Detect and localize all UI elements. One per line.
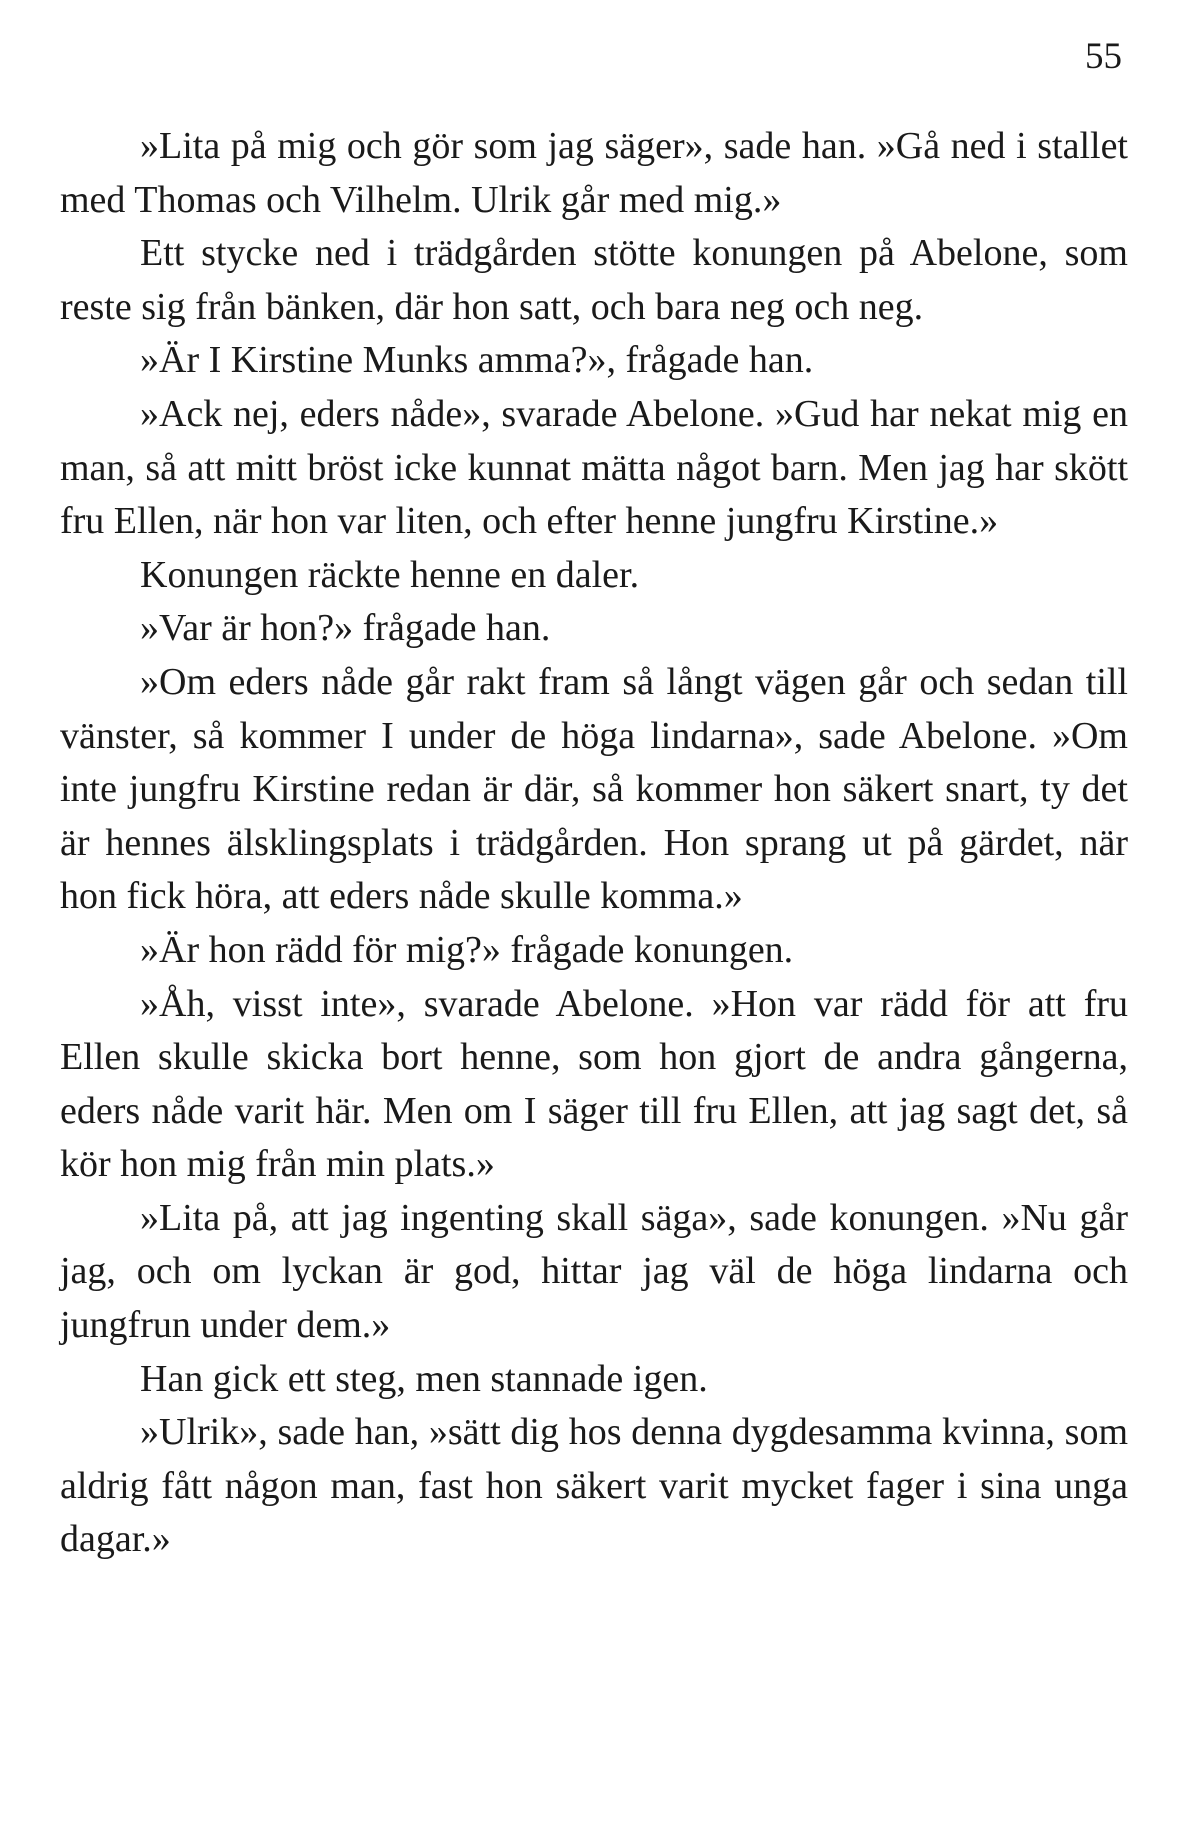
paragraph: »Ack nej, eders nåde», svarade Abelone. »Gud har nekat mig en man, så att mitt bröst icke kunnat mätta något barn. Men jag har skött fru Ellen, när hon var liten, och efter henne jungfru Kirstine.» — [60, 392, 1128, 543]
paragraph: Ett stycke ned i trädgården stötte konungen på Abelone, som reste sig från bänken, där hon satt, och bara neg och neg. — [60, 232, 1128, 328]
paragraph: »Ulrik», sade han, »sätt dig hos denna dygdesamma kvinna, som aldrig fått någon man, fast hon säkert varit mycket fager i sina unga dagar.» — [60, 1411, 1128, 1561]
paragraph: »Åh, visst inte», svarade Abelone. »Hon var rädd för att fru Ellen skulle skicka bort henne, som hon gjort de andra gångerna, eders nåde varit här. Men om I säger till fru Ellen, att jag sagt det, så kör hon mig från min plats.» — [60, 982, 1128, 1186]
paragraph: Han gick ett steg, men stannade igen. — [140, 1357, 708, 1400]
paragraph: »Var är hon?» frågade han. — [140, 607, 551, 650]
paragraph: »Lita på mig och gör som jag säger», sade han. »Gå ned i stallet med Thomas och Vilhelm. Ulrik går med mig.» — [60, 125, 1128, 221]
paragraph: »Lita på, att jag ingenting skall säga», sade konungen. »Nu går jag, och om lyckan är god, hittar jag väl de höga lindarna och jungfrun under dem.» — [60, 1196, 1128, 1347]
paragraph: »Är hon rädd för mig?» frågade konungen. — [140, 928, 794, 971]
paragraph: Konungen räckte henne en daler. — [140, 553, 640, 596]
paragraph: »Är I Kirstine Munks amma?», frågade han. — [140, 339, 814, 382]
page-number: 55 — [1085, 36, 1122, 77]
paragraph: »Om eders nåde går rakt fram så långt vägen går och sedan till vänster, så kommer I under de höga lindarna», sade Abelone. »Om inte jungfru Kirstine redan är där, så kommer hon säkert snart, ty det är hennes älsklingsplats i trädgården. Hon sprang ut på gärdet, när hon fick höra, att eders nåde skulle komma.» — [60, 660, 1128, 918]
body-text — [60, 120, 1128, 1567]
